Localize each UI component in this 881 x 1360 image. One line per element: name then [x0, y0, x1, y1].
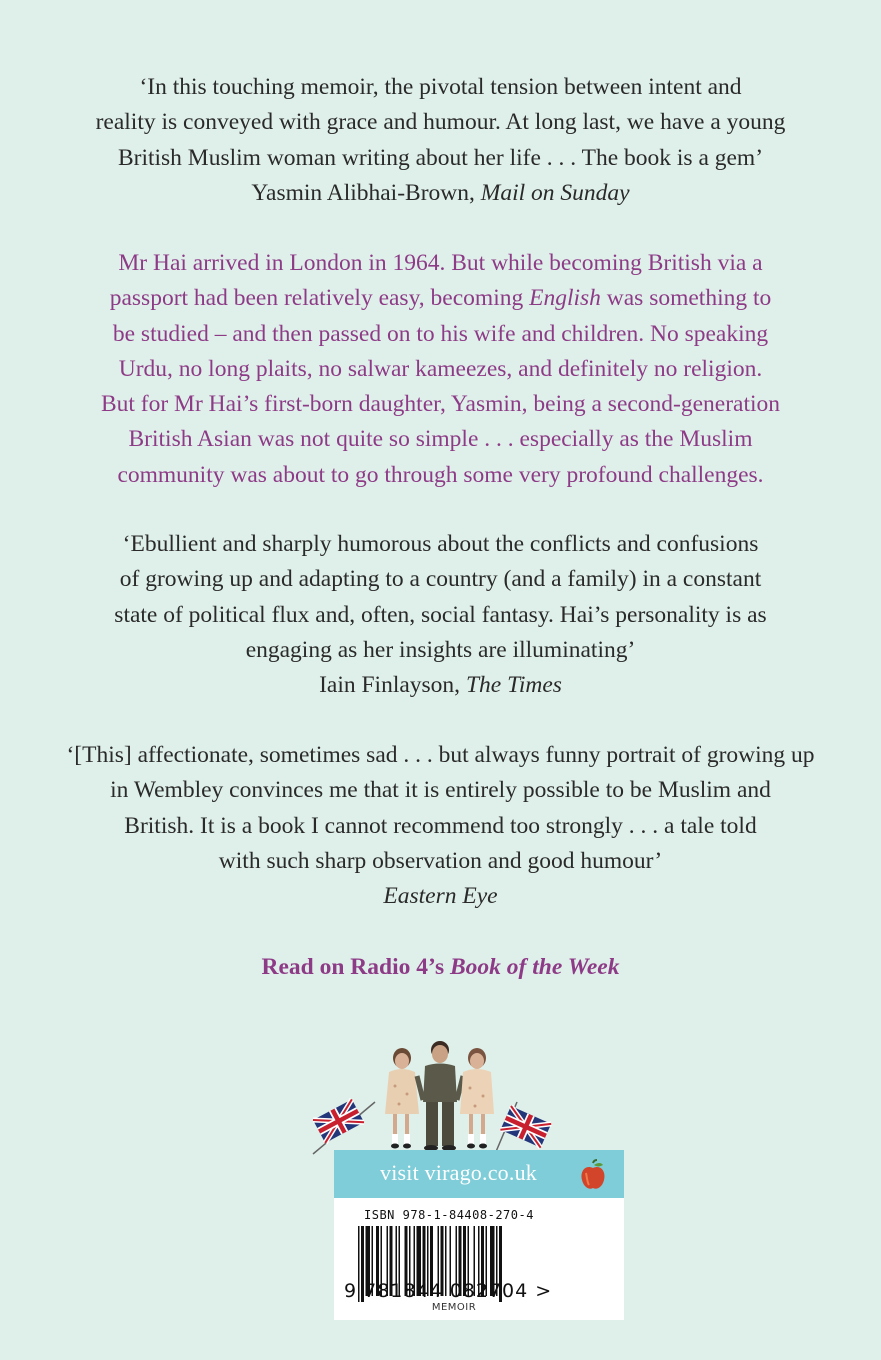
quote-line: engaging as her insights are illuminating’	[245, 636, 636, 663]
quote-line: British Muslim woman writing about her life . . . The book is a gem’	[117, 144, 764, 171]
quote-line: ‘In this touching memoir, the pivotal tension between intent and	[139, 74, 742, 100]
blurb-line: Mr Hai arrived in London in 1964. But while becoming British via a	[118, 250, 763, 276]
quote-attribution	[0, 176, 881, 211]
book-blurb	[0, 246, 881, 493]
child-girl-left	[385, 1048, 419, 1149]
quote-source: The Times	[465, 672, 562, 699]
quote-line: ‘Ebullient and sharply humorous about the conflicts and confusions	[122, 531, 759, 557]
quote-author: Iain Finlayson,	[319, 672, 461, 699]
quote-author: Yasmin Alibhai-Brown,	[251, 179, 475, 206]
blurb-text: passport had been relatively easy, becoming	[109, 285, 530, 312]
isbn-text: ISBN 978-1-84408-270-4	[364, 1208, 534, 1222]
blurb-text: was something to	[600, 285, 772, 312]
quote-line: ‘[This] affectionate, sometimes sad . . . but always funny portrait of growing up	[66, 742, 815, 768]
radio-prefix: Read on Radio 4’s	[261, 954, 445, 980]
radio-title: Book of the Week	[449, 954, 620, 980]
union-jack-flag-right	[495, 1102, 551, 1154]
blurb-line	[0, 281, 881, 316]
quote-attribution	[0, 668, 881, 703]
quote-source: Mail on Sunday	[480, 179, 630, 206]
quote-line: with such sharp observation and good humour’	[218, 847, 663, 874]
radio-note-line	[0, 950, 881, 985]
barcode-panel	[334, 1198, 624, 1320]
radio-4-note	[0, 950, 881, 985]
quote-mail-on-sunday	[0, 70, 881, 211]
blurb-line: community was about to go through some very profound challenges.	[117, 461, 764, 488]
blurb-emphasis: English	[529, 285, 601, 312]
union-jack-flag-left	[313, 1099, 375, 1154]
blurb-line: Urdu, no long plaits, no salwar kameezes, and definitely no religion.	[118, 355, 763, 382]
quote-line: of growing up and adapting to a country (and a family) in a constant	[119, 566, 762, 593]
blurb-line: But for Mr Hai’s first-born daughter, Yasmin, being a second-generation	[100, 391, 781, 418]
quote-the-times	[0, 527, 881, 703]
child-girl-right	[460, 1048, 494, 1149]
quote-source: Eastern Eye	[383, 883, 498, 910]
genre-label: MEMOIR	[431, 1302, 477, 1313]
quote-eastern-eye	[0, 738, 881, 914]
blurb-line: British Asian was not quite so simple . . . especially as the Muslim	[128, 426, 753, 453]
publisher-link-text[interactable]: visit virago.co.uk	[380, 1160, 537, 1185]
quote-line: British. It is a book I cannot recommend too strongly . . . a tale told	[124, 812, 757, 839]
apple-icon	[580, 1159, 606, 1191]
quote-line: in Wembley convinces me that it is entirely possible to be Muslim and	[110, 777, 771, 804]
quote-line: state of political flux and, often, social fantasy. Hai’s personality is as	[114, 601, 767, 628]
quote-attribution	[0, 879, 881, 914]
children-with-flags-illustration	[305, 1036, 570, 1158]
virago-banner	[334, 1150, 624, 1198]
child-boy-middle	[417, 1041, 463, 1151]
blurb-line: be studied – and then passed on to his wife and children. No speaking	[112, 320, 769, 347]
quote-line: reality is conveyed with grace and humour. At long last, we have a young	[95, 109, 786, 136]
barcode-digits: 9 781844 082704 >	[344, 1280, 553, 1302]
